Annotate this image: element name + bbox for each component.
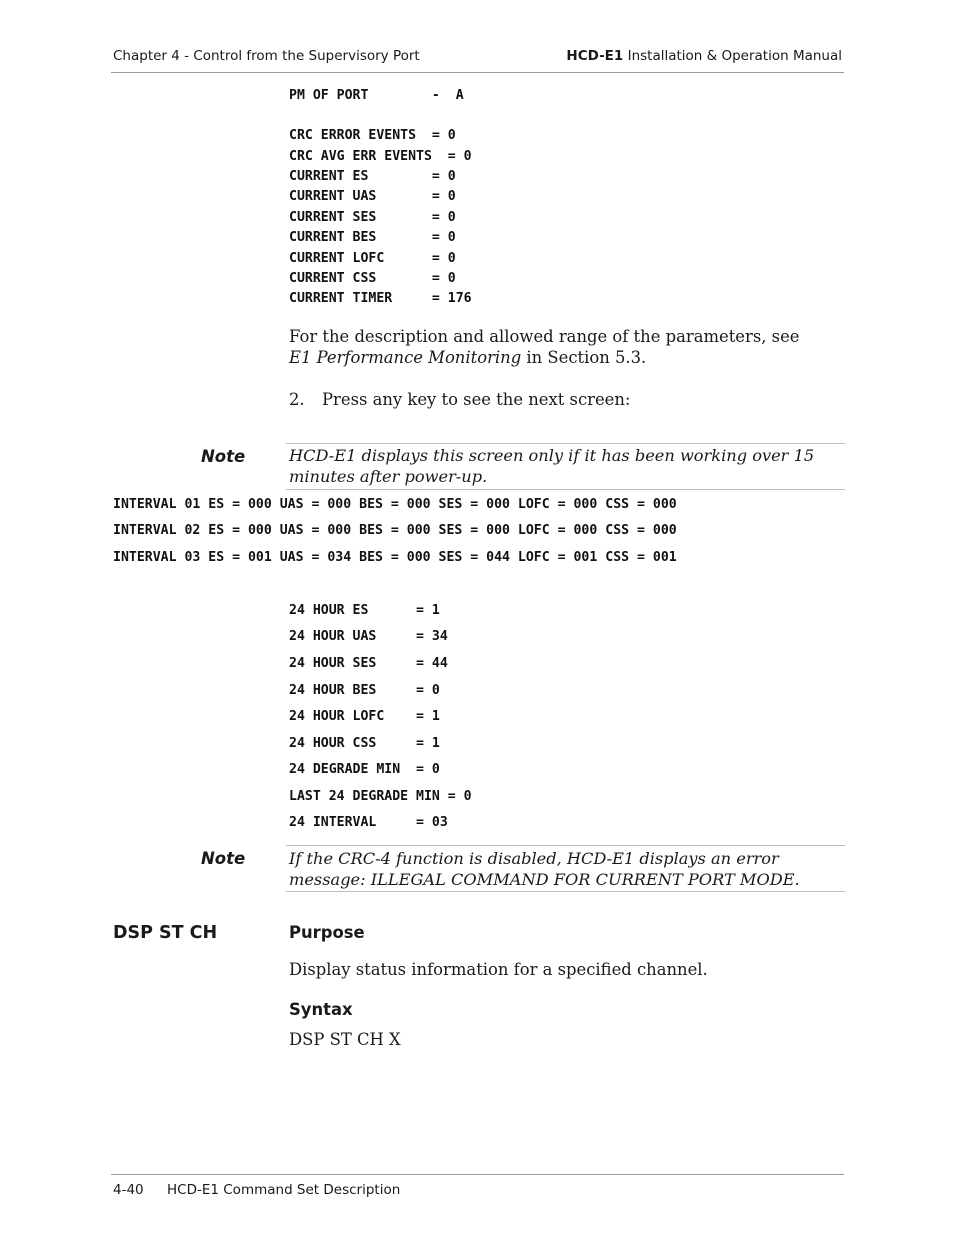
hour24-line: 24 HOUR UAS = 34 [289, 629, 448, 644]
pm-line: CURRENT UAS = 0 [289, 189, 456, 204]
running-header-chapter: Chapter 4 - Control from the Supervisory Port [113, 48, 420, 64]
hour24-line: 24 HOUR SES = 44 [289, 656, 448, 671]
pm-line: CURRENT ES = 0 [289, 169, 456, 184]
interval-line: INTERVAL 03 ES = 001 UAS = 034 BES = 000 SES = 044 LOFC = 001 CSS = 001 [113, 550, 677, 565]
hour24-line: 24 INTERVAL = 03 [289, 815, 448, 830]
purpose-text: Display status information for a specified channel. [289, 960, 708, 979]
purpose-heading: Purpose [289, 923, 365, 942]
pm-line: CURRENT TIMER = 176 [289, 291, 472, 306]
manual-product-name: HCD-E1 [566, 48, 624, 64]
syntax-heading: Syntax [289, 1000, 353, 1019]
footer-rule [111, 1174, 844, 1175]
hour24-line: 24 HOUR CSS = 1 [289, 736, 440, 751]
pm-line: CRC AVG ERR EVENTS = 0 [289, 149, 472, 164]
pm-line: CURRENT LOFC = 0 [289, 251, 456, 266]
footer-section-title: HCD-E1 Command Set Description [167, 1182, 401, 1198]
hour24-line: 24 DEGRADE MIN = 0 [289, 762, 440, 777]
hour24-line: LAST 24 DEGRADE MIN = 0 [289, 789, 472, 804]
pm-line: CURRENT CSS = 0 [289, 271, 456, 286]
step-item [289, 390, 630, 409]
pm-description-paragraph: For the description and allowed range of the parameters, see E1 Performance Monitoring in Section 5.3. [289, 327, 800, 367]
running-header-manual [566, 48, 842, 64]
note-label: Note [201, 849, 246, 868]
hour24-line: 24 HOUR LOFC = 1 [289, 709, 440, 724]
syntax-text: DSP ST CH X [289, 1030, 401, 1049]
pm-line: CURRENT BES = 0 [289, 230, 456, 245]
section-reference: E1 Performance Monitoring [289, 348, 522, 367]
pm-line: CRC ERROR EVENTS = 0 [289, 128, 456, 143]
step-number: 2. [289, 390, 305, 409]
pm-line: PM OF PORT - A [289, 88, 464, 103]
note-text: HCD-E1 displays this screen only if it has been working over 15 minutes after power-up. [286, 443, 845, 490]
header-rule [111, 72, 844, 73]
hour24-line: 24 HOUR ES = 1 [289, 603, 440, 618]
step-text: Press any key to see the next screen: [322, 390, 631, 409]
note-label: Note [201, 447, 246, 466]
manual-title-rest: Installation & Operation Manual [623, 48, 842, 64]
page-number: 4-40 [113, 1182, 144, 1198]
pm-line: CURRENT SES = 0 [289, 210, 456, 225]
note-text: If the CRC-4 function is disabled, HCD-E1 displays an error message: ILLEGAL COMMAND FOR CURRENT PORT MODE. [286, 845, 845, 892]
hour24-line: 24 HOUR BES = 0 [289, 683, 440, 698]
interval-line: INTERVAL 02 ES = 000 UAS = 000 BES = 000 SES = 000 LOFC = 000 CSS = 000 [113, 523, 677, 538]
command-section-title: DSP ST CH [113, 923, 218, 943]
interval-line: INTERVAL 01 ES = 000 UAS = 000 BES = 000 SES = 000 LOFC = 000 CSS = 000 [113, 497, 677, 512]
